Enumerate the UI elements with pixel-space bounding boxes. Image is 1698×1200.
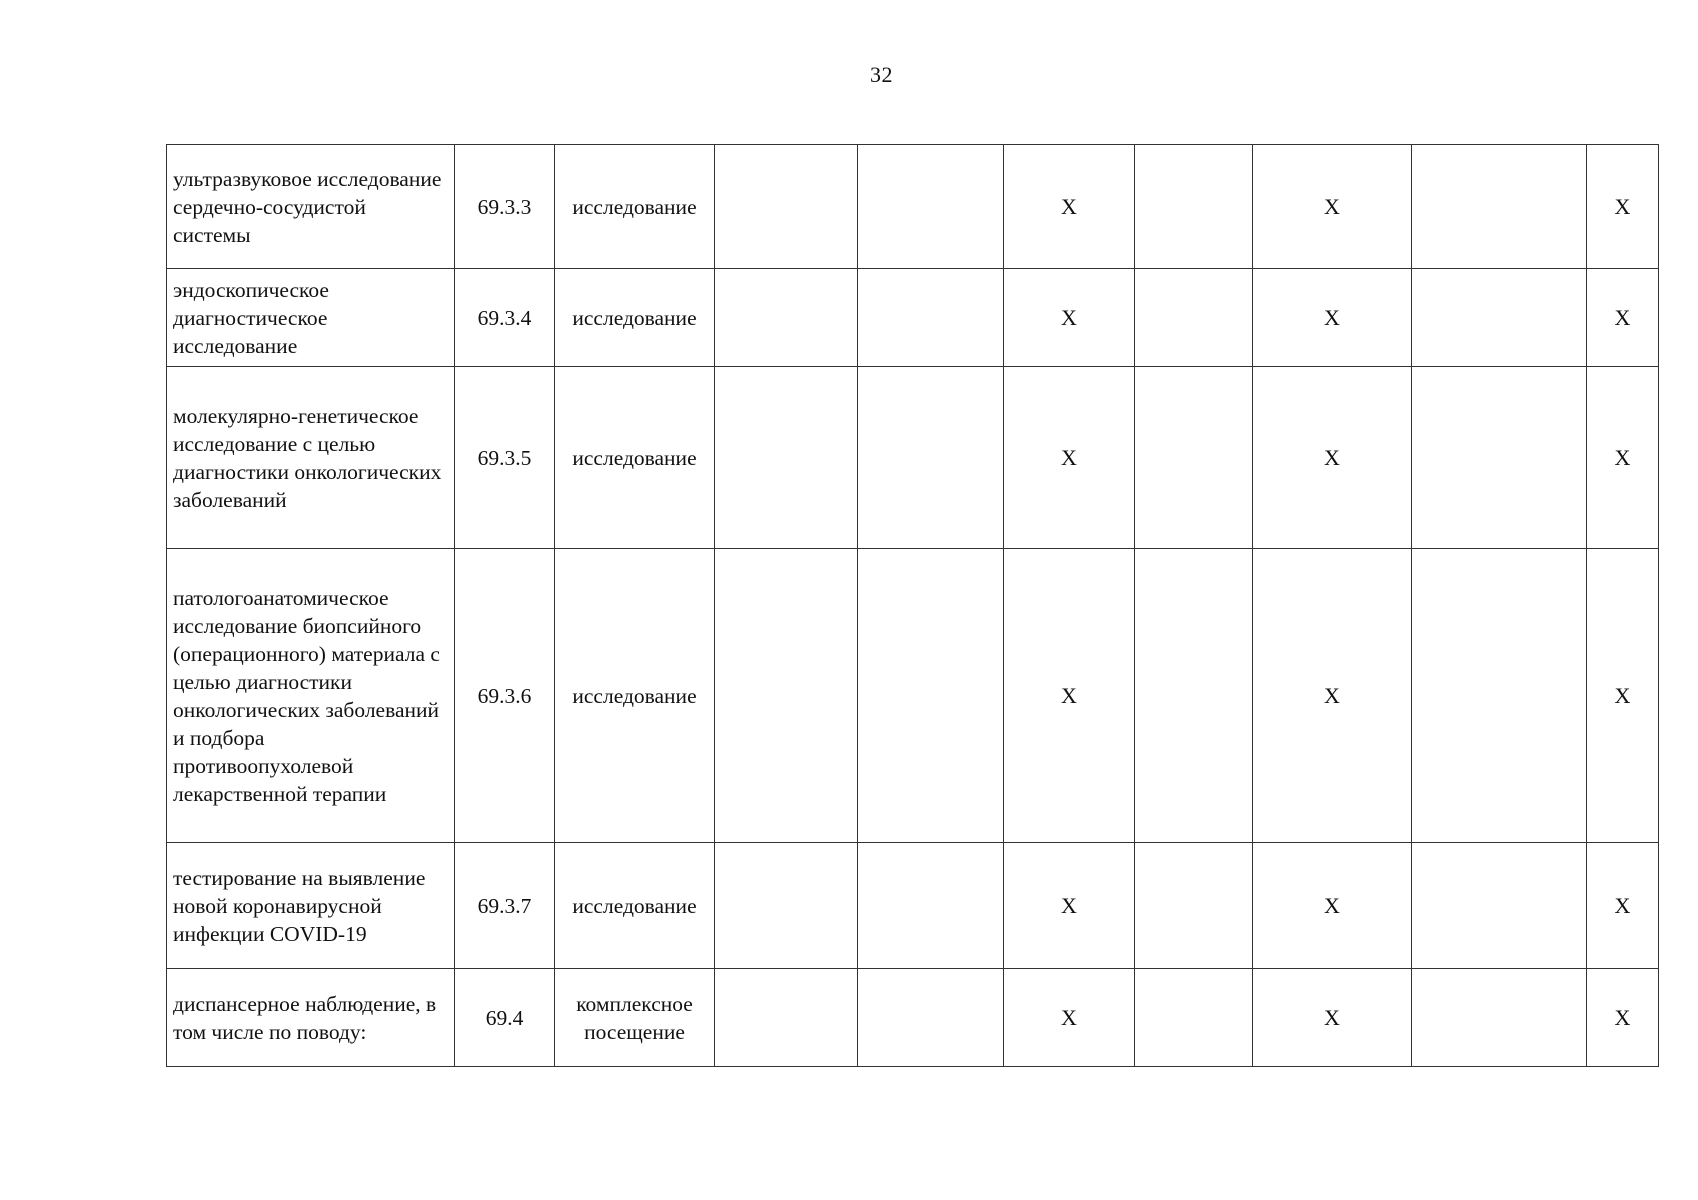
- x-mark-cell-col8: X: [1253, 843, 1412, 969]
- x-mark-cell-col6: X: [1004, 549, 1135, 843]
- value-cell-col7: [1135, 549, 1253, 843]
- unit-cell: комплексное посещение: [555, 969, 715, 1067]
- table-row: [167, 969, 1659, 1067]
- value-cell-col7: [1135, 367, 1253, 549]
- table-row: [167, 843, 1659, 969]
- value-cell-col9: [1412, 269, 1587, 367]
- value-cell-col5: [858, 367, 1004, 549]
- unit-cell: исследование: [555, 269, 715, 367]
- value-cell-col7: [1135, 969, 1253, 1067]
- row-code-cell: 69.3.4: [455, 269, 555, 367]
- value-cell-col9: [1412, 549, 1587, 843]
- x-mark-cell-col10: X: [1587, 843, 1659, 969]
- x-mark-cell-col10: X: [1587, 549, 1659, 843]
- page-number: 32: [870, 62, 893, 87]
- x-mark-cell-col8: X: [1253, 969, 1412, 1067]
- x-mark-cell-col6: X: [1004, 145, 1135, 269]
- x-mark-cell-col6: X: [1004, 367, 1135, 549]
- value-cell-col5: [858, 549, 1004, 843]
- table-row: [167, 549, 1659, 843]
- row-code-cell: 69.3.5: [455, 367, 555, 549]
- row-code-cell: 69.3.3: [455, 145, 555, 269]
- service-name-cell: молекулярно-генетическое исследование с целью диагностики онкологических заболеваний: [167, 367, 455, 549]
- x-mark-cell-col10: X: [1587, 269, 1659, 367]
- value-cell-col9: [1412, 367, 1587, 549]
- value-cell-col4: [715, 269, 858, 367]
- value-cell-col5: [858, 145, 1004, 269]
- table-row: [167, 367, 1659, 549]
- value-cell-col4: [715, 843, 858, 969]
- unit-cell: исследование: [555, 367, 715, 549]
- unit-cell: исследование: [555, 843, 715, 969]
- service-name-cell: тестирование на выявление новой коронавирусной инфекции COVID-19: [167, 843, 455, 969]
- unit-cell: исследование: [555, 549, 715, 843]
- value-cell-col5: [858, 969, 1004, 1067]
- value-cell-col7: [1135, 843, 1253, 969]
- service-name-cell: диспансерное наблюдение, в том числе по поводу:: [167, 969, 455, 1067]
- row-code-cell: 69.3.7: [455, 843, 555, 969]
- value-cell-col9: [1412, 145, 1587, 269]
- x-mark-cell-col6: X: [1004, 269, 1135, 367]
- value-cell-col4: [715, 549, 858, 843]
- x-mark-cell-col8: X: [1253, 269, 1412, 367]
- data-table: [166, 144, 1659, 1067]
- x-mark-cell-col8: X: [1253, 549, 1412, 843]
- value-cell-col4: [715, 969, 858, 1067]
- unit-cell: исследование: [555, 145, 715, 269]
- service-name-cell: эндоскопическое диагностическое исследование: [167, 269, 455, 367]
- row-code-cell: 69.4: [455, 969, 555, 1067]
- value-cell-col4: [715, 367, 858, 549]
- table-row: [167, 269, 1659, 367]
- service-name-cell: патологоанатомическое исследование биопсийного (операционного) материала с целью диагностики онкологических заболеваний и подбора противоопухолевой лекарственной терапии: [167, 549, 455, 843]
- x-mark-cell-col6: X: [1004, 969, 1135, 1067]
- value-cell-col9: [1412, 843, 1587, 969]
- value-cell-col9: [1412, 969, 1587, 1067]
- value-cell-col5: [858, 843, 1004, 969]
- value-cell-col5: [858, 269, 1004, 367]
- x-mark-cell-col10: X: [1587, 969, 1659, 1067]
- x-mark-cell-col10: X: [1587, 367, 1659, 549]
- x-mark-cell-col8: X: [1253, 367, 1412, 549]
- value-cell-col7: [1135, 145, 1253, 269]
- table-row: [167, 145, 1659, 269]
- x-mark-cell-col10: X: [1587, 145, 1659, 269]
- service-name-cell: ультразвуковое исследование сердечно-сосудистой системы: [167, 145, 455, 269]
- x-mark-cell-col6: X: [1004, 843, 1135, 969]
- value-cell-col7: [1135, 269, 1253, 367]
- x-mark-cell-col8: X: [1253, 145, 1412, 269]
- row-code-cell: 69.3.6: [455, 549, 555, 843]
- value-cell-col4: [715, 145, 858, 269]
